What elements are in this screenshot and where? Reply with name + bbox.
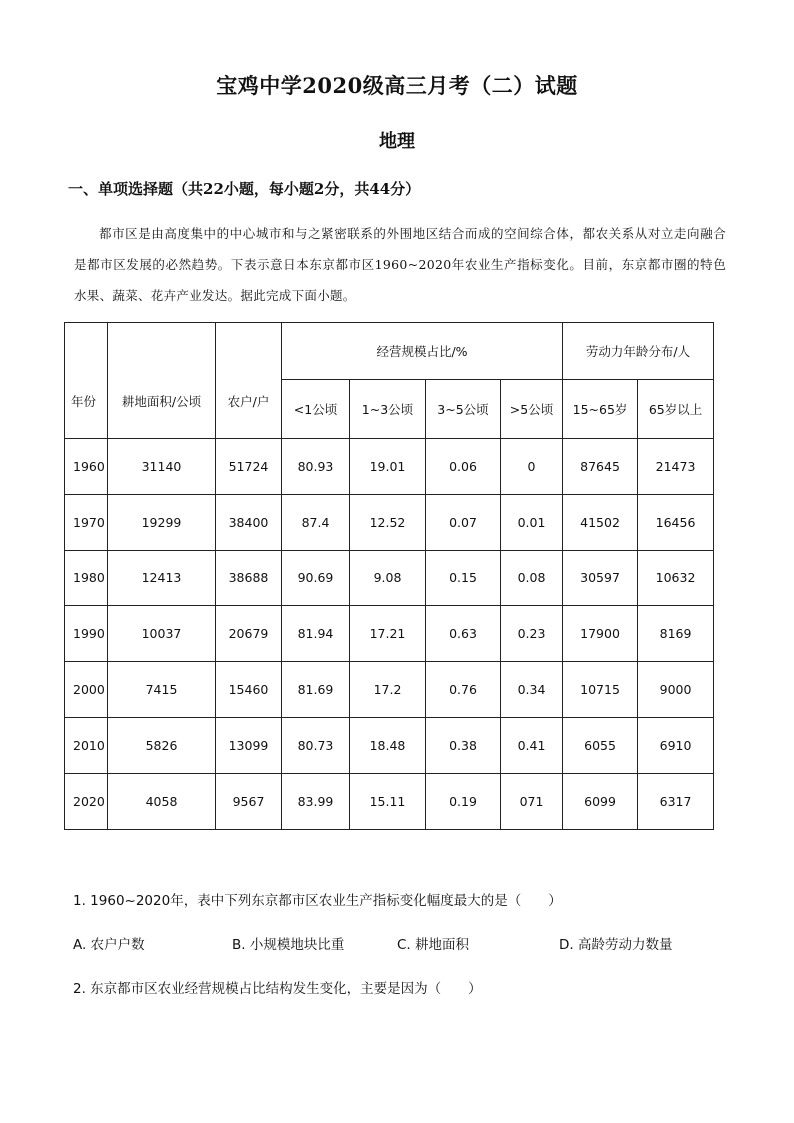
cell-scale-lt1: 83.99 [282,773,350,829]
cell-scale-gt5: 0.34 [501,662,563,718]
cell-area: 10037 [108,606,216,662]
cell-year: 1980 [65,550,108,606]
cell-labor-15to65: 87645 [563,439,638,495]
option-d[interactable]: D. 高龄劳动力数量 [559,937,673,953]
cell-area: 12413 [108,550,216,606]
subject-title: 地理 [379,131,415,152]
header-labor-65plus: 65岁以上 [638,380,714,439]
agriculture-data-table [64,322,714,830]
header-households: 农户/户 [216,323,282,439]
cell-labor-15to65: 6055 [563,717,638,773]
option-c[interactable]: C. 耕地面积 [397,937,470,953]
header-labor-group: 劳动力年龄分布/人 [563,323,714,380]
question-1-options [73,933,723,953]
cell-households: 13099 [216,717,282,773]
cell-year: 1960 [65,439,108,495]
cell-labor-65plus: 10632 [638,550,714,606]
cell-labor-65plus: 16456 [638,494,714,550]
cell-scale-3to5: 0.15 [426,550,501,606]
section-heading: 一、单项选择题（共22小题，每小题2分，共44分） [68,180,421,198]
cell-scale-3to5: 0.63 [426,606,501,662]
cell-area: 5826 [108,717,216,773]
cell-labor-15to65: 10715 [563,662,638,718]
cell-scale-1to3: 12.52 [350,494,426,550]
cell-scale-gt5: 0.01 [501,494,563,550]
cell-scale-1to3: 9.08 [350,550,426,606]
question-1-stem: 1. 1960~2020年，表中下列东京都市区农业生产指标变化幅度最大的是（ ） [73,893,562,909]
cell-scale-3to5: 0.07 [426,494,501,550]
table-row [65,606,714,662]
cell-scale-gt5: 0 [501,439,563,495]
cell-area: 7415 [108,662,216,718]
cell-labor-65plus: 21473 [638,439,714,495]
cell-scale-gt5: 0.08 [501,550,563,606]
cell-households: 51724 [216,439,282,495]
cell-scale-gt5: 071 [501,773,563,829]
cell-scale-3to5: 0.76 [426,662,501,718]
header-scale-group: 经营规模占比/% [282,323,563,380]
cell-households: 9567 [216,773,282,829]
cell-scale-3to5: 0.06 [426,439,501,495]
intro-paragraph: 都市区是由高度集中的中心城市和与之紧密联系的外围地区结合而成的空间综合体，都农关系从对立走向融合是都市区发展的必然趋势。下表示意日本东京都市区1960~2020年农业生产指标变化。目前，东京都市圈的特色水果、蔬菜、花卉产业发达。据此完成下面小题。 [74,226,726,303]
cell-year: 1990 [65,606,108,662]
cell-scale-1to3: 19.01 [350,439,426,495]
cell-labor-15to65: 41502 [563,494,638,550]
header-labor-15to65: 15~65岁 [563,380,638,439]
table-row [65,550,714,606]
cell-scale-3to5: 0.19 [426,773,501,829]
table-row [65,773,714,829]
header-year: 年份 [65,323,108,439]
header-scale-1to3: 1~3公顷 [350,380,426,439]
cell-households: 38688 [216,550,282,606]
cell-scale-gt5: 0.41 [501,717,563,773]
cell-labor-15to65: 6099 [563,773,638,829]
header-scale-3to5: 3~5公顷 [426,380,501,439]
cell-scale-lt1: 90.69 [282,550,350,606]
cell-scale-lt1: 81.94 [282,606,350,662]
table-row [65,717,714,773]
cell-year: 2020 [65,773,108,829]
cell-area: 4058 [108,773,216,829]
cell-labor-65plus: 8169 [638,606,714,662]
table-row [65,439,714,495]
cell-scale-gt5: 0.23 [501,606,563,662]
header-scale-gt5: >5公顷 [501,380,563,439]
cell-area: 19299 [108,494,216,550]
header-scale-lt1: <1公顷 [282,380,350,439]
option-a[interactable]: A. 农户户数 [73,937,145,953]
cell-households: 38400 [216,494,282,550]
header-farmland-area: 耕地面积/公顷 [108,323,216,439]
cell-scale-1to3: 17.2 [350,662,426,718]
cell-scale-3to5: 0.38 [426,717,501,773]
cell-year: 1970 [65,494,108,550]
cell-area: 31140 [108,439,216,495]
cell-households: 15460 [216,662,282,718]
option-b[interactable]: B. 小规模地块比重 [232,937,345,953]
cell-labor-15to65: 17900 [563,606,638,662]
cell-labor-65plus: 9000 [638,662,714,718]
cell-households: 20679 [216,606,282,662]
cell-labor-65plus: 6317 [638,773,714,829]
cell-scale-lt1: 80.93 [282,439,350,495]
table-row [65,662,714,718]
cell-scale-lt1: 87.4 [282,494,350,550]
cell-scale-1to3: 15.11 [350,773,426,829]
table-row [65,494,714,550]
cell-scale-lt1: 80.73 [282,717,350,773]
cell-scale-1to3: 18.48 [350,717,426,773]
question-2-stem: 2. 东京都市区农业经营规模占比结构发生变化，主要是因为（ ） [73,981,482,997]
cell-labor-15to65: 30597 [563,550,638,606]
cell-year: 2000 [65,662,108,718]
cell-labor-65plus: 6910 [638,717,714,773]
cell-scale-lt1: 81.69 [282,662,350,718]
cell-year: 2010 [65,717,108,773]
cell-scale-1to3: 17.21 [350,606,426,662]
exam-title: 宝鸡中学2020级高三月考（二）试题 [216,73,578,98]
